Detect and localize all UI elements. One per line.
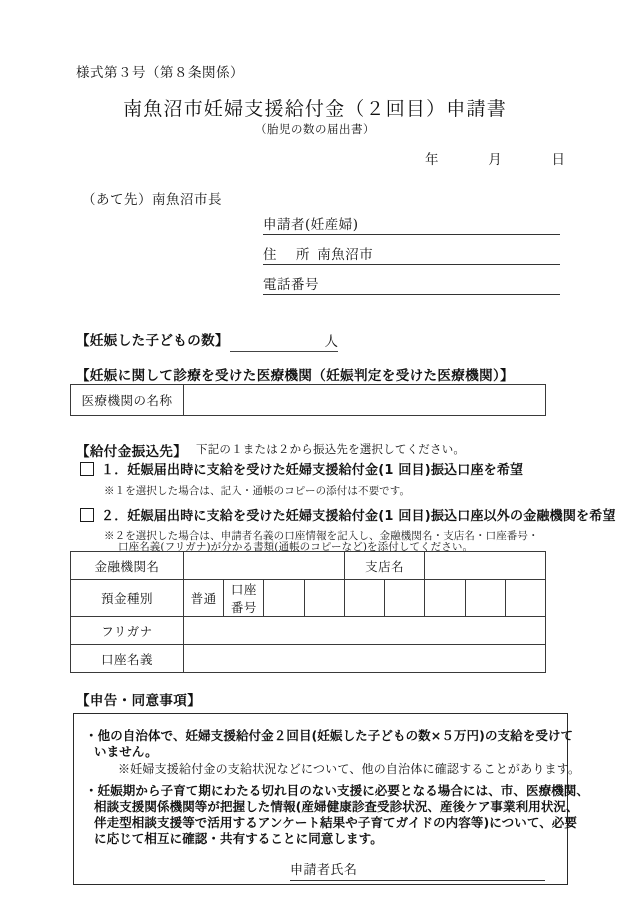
applicant-name-field[interactable]	[263, 213, 560, 235]
consent-item2-line2: 相談支援関係機関等が把握した情報(産婦健康診査受診状況、産後ケア事業利用状況、	[94, 799, 579, 814]
transfer-option2-label[interactable]: ２．妊娠届出時に支給を受けた妊婦支援給付金(1 回目)振込口座以外の金融機関を希望	[101, 509, 616, 524]
children-count-unit: 人	[324, 334, 338, 350]
consent-item2-line4: に応じて相互に確認・共有することに同意します。	[94, 831, 383, 846]
transfer-option2-checkbox[interactable]	[80, 508, 94, 522]
consent-item1-note: ※妊婦支援給付金の支給状況などについて、他の自治体に確認することがあります。	[118, 762, 581, 776]
addressee: （あて先）南魚沼市長	[82, 192, 222, 208]
deposit-type-value[interactable]: 普通	[184, 580, 224, 617]
applicant-address-label: 住 所	[263, 247, 313, 263]
hospital-table	[70, 384, 546, 416]
applicant-phone-label: 電話番号	[263, 277, 319, 293]
table-row	[71, 617, 546, 645]
date-day-label: 日	[551, 152, 565, 168]
consent-item2-line1: ・妊娠期から子育て期にわたる切れ目のない支援に必要となる場合には、市、医療機関、	[85, 783, 590, 798]
consent-item1-line2: いません。	[94, 744, 158, 759]
table-row	[71, 645, 546, 673]
page-subtitle: （胎児の数の届出書）	[255, 122, 375, 136]
hospital-name-label: 医療機関の名称	[71, 385, 184, 416]
transfer-option1-checkbox[interactable]	[80, 462, 94, 476]
date-year-label: 年	[425, 152, 439, 168]
account-digit-cell[interactable]	[465, 580, 505, 617]
hospital-name-input[interactable]	[184, 385, 546, 416]
account-digit-cell[interactable]	[505, 580, 545, 617]
children-count-heading: 【妊娠した子どもの数】	[76, 333, 229, 349]
table-row	[71, 385, 546, 416]
bank-name-label: 金融機関名	[71, 552, 184, 580]
transfer-option2-note-line2: 口座名義(フリガナ)が分かる書類(通帳のコピーなど)を添付してください。	[118, 541, 474, 553]
applicant-phone-field[interactable]	[263, 273, 560, 295]
consent-item1-line1: ・他の自治体で、妊婦支援給付金２回目(妊娠した子どもの数×５万円)の支給を受けて	[85, 728, 574, 743]
deposit-type-label: 預金種別	[71, 580, 184, 617]
bank-account-table	[70, 551, 546, 673]
hospital-heading: 【妊娠に関して診療を受けた医療機関（妊娠判定を受けた医療機関）】	[76, 368, 515, 384]
transfer-instruction: 下記の１または２から振込先を選択してください。	[196, 442, 466, 456]
branch-name-label: 支店名	[344, 552, 424, 580]
date-row	[425, 148, 565, 168]
account-digit-cell[interactable]	[264, 580, 304, 617]
date-month-label: 月	[488, 152, 502, 168]
account-digit-cell[interactable]	[304, 580, 344, 617]
applicant-address-prefix: 南魚沼市	[317, 247, 374, 263]
account-holder-input[interactable]	[184, 645, 546, 673]
signature-field[interactable]	[290, 859, 545, 881]
form-number: 様式第３号（第８条関係）	[76, 65, 244, 81]
applicant-name-label: 申請者(妊産婦)	[263, 217, 359, 233]
table-row	[71, 552, 546, 580]
transfer-option2-note-line1: ※２を選択した場合は、申請者名義の口座情報を記入し、金融機関名・支店名・口座番号・	[104, 530, 539, 542]
transfer-heading: 【給付金振込先】	[76, 444, 188, 460]
furigana-input[interactable]	[184, 617, 546, 645]
transfer-option1-note: ※１を選択した場合は、記入・通帳のコピーの添付は不要です。	[104, 485, 411, 497]
account-digit-cell[interactable]	[385, 580, 425, 617]
applicant-address-field[interactable]	[263, 243, 560, 265]
signature-label: 申請者氏名	[290, 863, 358, 878]
account-number-label: 口座番号	[224, 580, 264, 617]
consent-item2-line3: 伴走型相談支援等で活用するアンケート結果や子育てガイドの内容等)について、必要	[94, 815, 577, 830]
furigana-label: フリガナ	[71, 617, 184, 645]
account-digit-cell[interactable]	[344, 580, 384, 617]
branch-name-input[interactable]	[425, 552, 546, 580]
transfer-option1-label[interactable]: １．妊娠届出時に支給を受けた妊婦支援給付金(1 回目)振込口座を希望	[101, 463, 524, 478]
bank-name-input[interactable]	[184, 552, 345, 580]
children-count-input[interactable]	[230, 330, 338, 352]
page-title: 南魚沼市妊婦支援給付金（２回目）申請書	[123, 98, 507, 120]
table-row	[71, 580, 546, 617]
consent-heading: 【申告・同意事項】	[76, 693, 202, 709]
account-holder-label: 口座名義	[71, 645, 184, 673]
account-digit-cell[interactable]	[425, 580, 465, 617]
